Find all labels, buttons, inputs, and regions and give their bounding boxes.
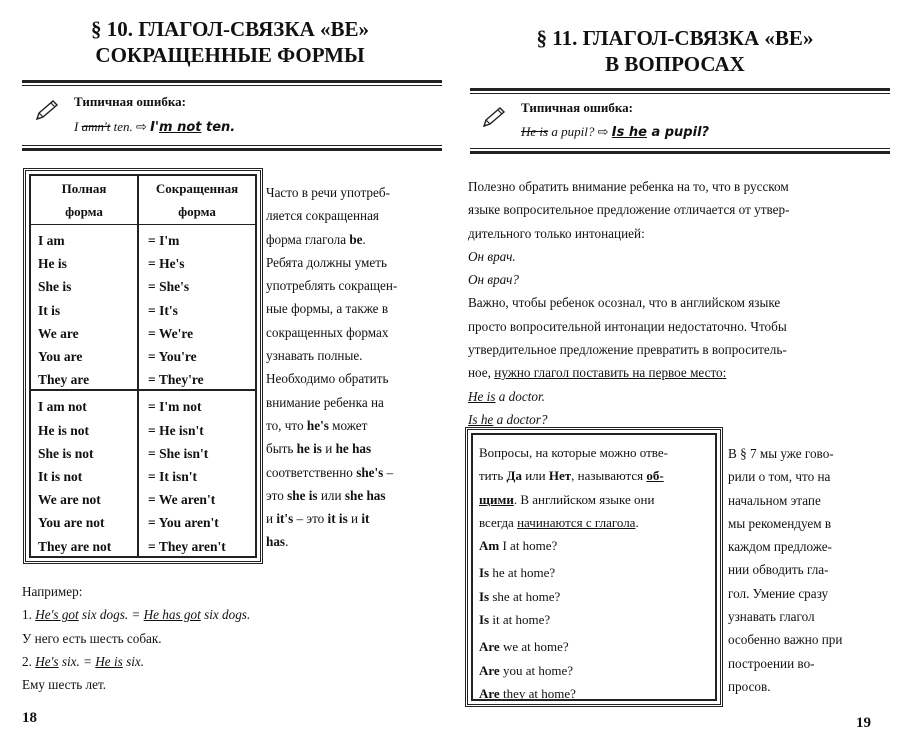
text-line: Вопросы, на которые можно отве- xyxy=(479,445,668,460)
question-line xyxy=(479,561,711,584)
table-cell-full: She is xyxy=(38,279,72,295)
text-line: Он врач? xyxy=(468,272,519,288)
text-line xyxy=(266,484,422,507)
right-paragraph xyxy=(468,175,878,431)
text-line: has. xyxy=(266,534,289,550)
text-line xyxy=(479,464,711,487)
table-cell-full: He is xyxy=(38,256,67,272)
table-header-short-2: форма xyxy=(178,204,216,219)
text-fragment-bold: it's xyxy=(276,511,294,527)
text-fragment-bold: Are xyxy=(479,662,500,678)
text-fragment-bold: he is xyxy=(296,441,322,457)
right-title-line1: § 11. ГЛАГОЛ-СВЯЗКА «BE» xyxy=(536,26,814,50)
text-line: дительного только интонацией: xyxy=(468,225,645,241)
table-cell-short: = You aren't xyxy=(148,515,219,531)
right-error-wrong-suffix: a pupil? xyxy=(548,124,595,139)
table-header-full-1: Полная xyxy=(61,181,107,196)
table-cell-full: You are not xyxy=(38,515,105,531)
text-fragment: 1. xyxy=(22,607,36,623)
text-fragment: a doctor. xyxy=(495,388,545,404)
text-fragment: a doctor? xyxy=(493,411,548,427)
text-fragment: соответственно xyxy=(266,464,357,480)
right-page-title xyxy=(475,25,875,77)
text-line: форма глагола be. xyxy=(266,231,366,247)
right-side-text xyxy=(728,442,865,698)
text-fragment: you at home? xyxy=(499,662,573,678)
text-fragment: they at home? xyxy=(499,685,576,701)
question-line xyxy=(479,682,711,705)
question-line xyxy=(479,585,711,608)
text-fragment: six. = xyxy=(58,653,96,669)
left-error-correct xyxy=(150,120,235,135)
table-header-short xyxy=(139,177,255,223)
text-fragment-bold: Да xyxy=(506,468,522,484)
text-line: всегда начинаются с глагола. xyxy=(479,514,639,530)
text-fragment: нужно глагол поставить на первое место: xyxy=(494,365,727,381)
left-example-block xyxy=(22,580,442,696)
text-line: утвердительное предложение превратить в вопроситель- xyxy=(468,342,787,358)
right-title-line2: В ВОПРОСАХ xyxy=(605,52,745,76)
text-fragment: и xyxy=(266,511,277,527)
table-cell-full: They are not xyxy=(38,538,112,554)
table-cell-full: It is xyxy=(38,302,61,318)
right-rule-bottom-thin xyxy=(470,148,890,149)
right-error-example xyxy=(521,124,709,140)
text-fragment: we at home? xyxy=(499,639,569,655)
text-fragment: это xyxy=(266,487,288,503)
example-heading: Например: xyxy=(22,584,83,599)
text-line: просов. xyxy=(728,678,771,694)
example-translation-1: У него есть шесть собак. xyxy=(22,630,162,646)
left-error-label: Типичная ошибка: xyxy=(74,94,187,109)
text-fragment: может xyxy=(328,417,368,433)
text-fragment-bold: Is xyxy=(479,588,490,604)
question-line xyxy=(479,608,711,631)
table-col-full xyxy=(38,229,111,558)
question-line xyxy=(479,659,711,682)
table-cell-short: = We're xyxy=(148,325,194,341)
table-cell-short: = I'm xyxy=(148,233,180,248)
example-line-2 xyxy=(22,650,442,673)
left-rule-bottom-thin xyxy=(22,145,442,146)
text-fragment-bold: Is xyxy=(479,565,490,581)
table-cell-short: = They're xyxy=(148,372,204,388)
text-fragment-bold: she has xyxy=(344,487,386,503)
text-line xyxy=(468,361,878,384)
text-line: употреблять сокращен- xyxy=(266,278,398,294)
example-translation-2: Ему шесть лет. xyxy=(22,677,107,693)
left-rule-top xyxy=(22,80,442,83)
left-title-line2: СОКРАЩЕННЫЕ ФОРМЫ xyxy=(95,43,365,67)
text-line: особенно важно при xyxy=(728,632,843,648)
text-line: мы рекомендуем в xyxy=(728,515,832,531)
text-fragment-bold: it xyxy=(361,511,370,527)
left-error-correct-underlined: m not xyxy=(159,120,202,135)
right-error-label: Типичная ошибка: xyxy=(521,100,634,115)
text-fragment-bold: he's xyxy=(306,417,329,433)
text-line: В § 7 мы уже гово- xyxy=(728,446,834,461)
text-line xyxy=(468,385,878,408)
left-title-line1: § 10. ГЛАГОЛ-СВЯЗКА «BE» xyxy=(90,17,370,41)
text-line xyxy=(266,461,422,484)
pencil-icon xyxy=(481,105,509,129)
text-fragment-bold: she's xyxy=(356,464,384,480)
text-line: Полезно обратить внимание ребенка на то, что в русском xyxy=(468,179,789,194)
table-cell-short: = We aren't xyxy=(148,492,216,508)
text-fragment-bold: Нет xyxy=(548,468,572,484)
text-line xyxy=(266,437,422,460)
text-fragment: He is xyxy=(95,653,123,669)
table-cell-full: We are xyxy=(38,325,79,341)
text-line: просто вопросительной интонации недостаточно. Чтобы xyxy=(468,318,787,334)
text-line: начальном этапе xyxy=(728,492,821,508)
table-cell-full: I am xyxy=(38,233,65,248)
text-fragment: или xyxy=(521,468,549,484)
table-col-short xyxy=(148,229,226,558)
text-line: Ребята должны уметь xyxy=(266,254,387,270)
text-fragment: six dogs. = xyxy=(78,607,144,623)
question-line xyxy=(479,635,711,658)
text-line: узнавать полные. xyxy=(266,348,363,364)
text-line: каждом предложе- xyxy=(728,539,832,555)
pencil-icon xyxy=(34,98,62,122)
left-error-wrong-suffix: ten. xyxy=(110,119,133,134)
text-fragment: – это xyxy=(293,511,328,527)
right-error-correct xyxy=(612,125,709,140)
text-fragment: He has got xyxy=(143,607,201,623)
table-cell-full: He is not xyxy=(38,422,90,438)
table-cell-full: We are not xyxy=(38,492,101,508)
text-fragment: то, что xyxy=(266,417,307,433)
text-fragment-bold: she is xyxy=(287,487,318,503)
right-error-correct-underlined: Is he xyxy=(611,125,647,140)
text-fragment: 2. xyxy=(22,653,36,669)
contraction-table xyxy=(29,174,257,558)
right-rule-top xyxy=(470,88,890,91)
table-header-full xyxy=(31,177,137,223)
text-fragment: быть xyxy=(266,441,297,457)
text-fragment: тить xyxy=(479,468,507,484)
table-cell-full: I am not xyxy=(38,399,87,415)
text-line xyxy=(266,507,422,530)
text-fragment-bold: об- xyxy=(646,468,664,484)
table-cell-short: = I'm not xyxy=(148,399,202,415)
text-fragment: и xyxy=(321,441,336,457)
text-line: сокращенных формах xyxy=(266,324,389,340)
text-fragment: He's got xyxy=(35,607,79,623)
table-cell-short: = They aren't xyxy=(148,538,226,554)
text-fragment: it at home? xyxy=(489,612,551,628)
table-cell-short: = He's xyxy=(148,256,185,272)
text-line: Важно, чтобы ребенок осознал, что в английском языке xyxy=(468,295,781,311)
text-line: нии обводить гла- xyxy=(728,562,829,578)
text-fragment-bold: Is xyxy=(479,612,490,628)
table-cell-full: She is not xyxy=(38,445,94,461)
text-fragment: six. xyxy=(122,653,145,669)
text-fragment-bold: Are xyxy=(479,685,500,701)
text-line: построении во- xyxy=(728,655,815,671)
table-column-divider xyxy=(137,176,139,556)
text-line: ные формы, а также в xyxy=(266,301,389,317)
left-error-example xyxy=(74,119,235,135)
text-fragment-bold: has xyxy=(266,534,286,550)
text-line: языке вопросительное предложение отличается от утвер- xyxy=(468,202,790,218)
left-rule-bottom xyxy=(22,148,442,151)
table-header-divider xyxy=(31,224,255,225)
text-fragment: she at home? xyxy=(489,588,561,604)
table-header-full-2: форма xyxy=(65,204,103,219)
left-error-correct-prefix: I' xyxy=(150,120,159,135)
table-cell-full: They are xyxy=(38,372,90,388)
text-fragment: Is he xyxy=(468,411,494,427)
text-fragment: , называются xyxy=(571,468,647,484)
right-page-number: 19 xyxy=(856,715,871,731)
text-fragment: всегда xyxy=(479,514,518,530)
text-fragment: He's xyxy=(35,653,59,669)
text-line: Он врач. xyxy=(468,248,516,264)
text-fragment: начинаются с глагола xyxy=(517,514,636,530)
example-line-1 xyxy=(22,603,442,626)
text-fragment: – xyxy=(383,464,394,480)
right-error-correct-suffix: a pupil? xyxy=(646,125,710,140)
text-fragment: I at home? xyxy=(499,538,558,554)
left-page-number: 18 xyxy=(22,710,37,726)
text-fragment-bold: Are xyxy=(479,639,500,655)
text-fragment-bold: he has xyxy=(335,441,372,457)
text-fragment: . В английском языке они xyxy=(513,491,655,507)
text-fragment-bold: Am xyxy=(479,538,500,554)
text-fragment: ное, xyxy=(468,365,495,381)
right-error-wrong-word: He is xyxy=(521,124,549,139)
text-line: гол. Умение сразу xyxy=(728,585,829,601)
left-error-wrong-word: amn't xyxy=(81,119,111,134)
text-line: Часто в речи употреб- xyxy=(266,185,390,200)
table-cell-short: = He isn't xyxy=(148,422,204,438)
right-rule-top-thin xyxy=(470,93,890,94)
arrow-icon: ⇨ xyxy=(594,124,612,139)
text-fragment: и xyxy=(347,511,362,527)
question-box-text xyxy=(479,441,711,705)
text-line: Необходимо обратить xyxy=(266,371,389,387)
text-line: ляется сокращенная xyxy=(266,208,379,224)
text-line: внимание ребенка на xyxy=(266,394,384,410)
text-line xyxy=(479,488,711,511)
left-error-wrong-prefix: I xyxy=(74,119,82,134)
text-fragment-bold: be xyxy=(349,231,363,247)
text-fragment: или xyxy=(317,487,345,503)
left-side-text xyxy=(266,181,422,554)
table-cell-short: = It isn't xyxy=(148,469,197,485)
table-header-short-1: Сокращенная xyxy=(155,181,239,196)
table-cell-short: = She's xyxy=(148,279,190,295)
text-fragment: форма глагола xyxy=(266,231,350,247)
arrow-icon: ⇨ xyxy=(132,119,151,134)
right-rule-bottom xyxy=(470,151,890,154)
table-cell-short: = It's xyxy=(148,302,178,318)
text-fragment-bold: it is xyxy=(327,511,348,527)
text-fragment: He is xyxy=(468,388,496,404)
table-cell-full: You are xyxy=(38,349,83,365)
left-page-title xyxy=(30,16,430,68)
table-cell-full: It is not xyxy=(38,469,83,485)
table-cell-short: = You're xyxy=(148,349,197,365)
left-error-correct-suffix: ten. xyxy=(201,120,236,135)
question-line xyxy=(479,534,711,557)
text-fragment: six dogs. xyxy=(200,607,251,623)
text-fragment-bold: щими xyxy=(479,491,514,507)
text-line: рили о том, что на xyxy=(728,469,831,485)
left-rule-top-thin xyxy=(22,85,442,86)
text-line xyxy=(266,414,422,437)
text-fragment: he at home? xyxy=(489,565,556,581)
table-cell-short: = She isn't xyxy=(148,445,209,461)
text-line: узнавать глагол xyxy=(728,609,815,625)
